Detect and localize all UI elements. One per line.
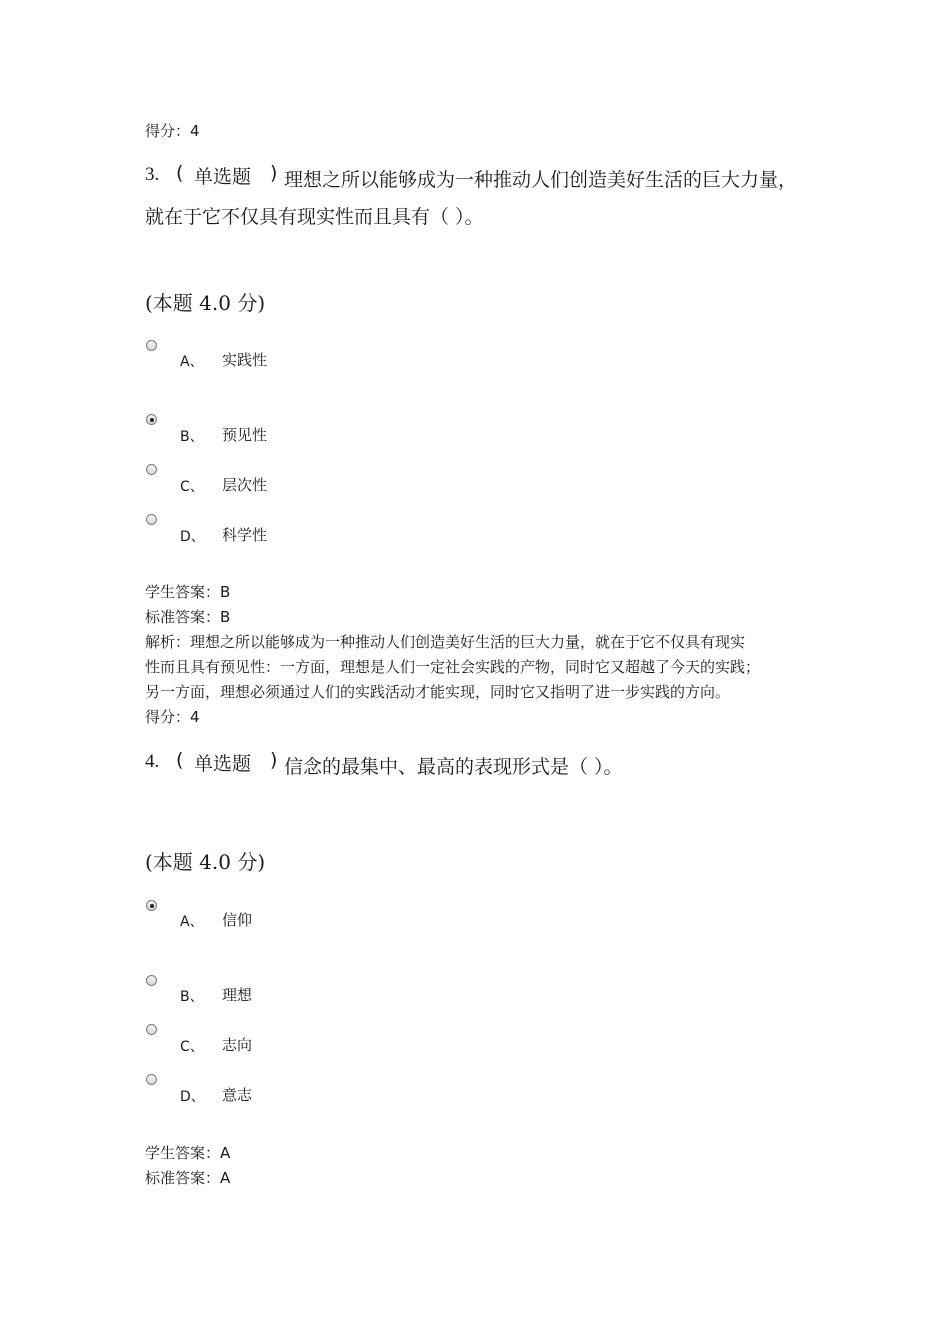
option-letter: B、 [180,429,204,445]
option-letter: A、 [180,914,204,930]
radio-button[interactable] [146,1024,157,1035]
radio-button[interactable] [146,1074,157,1085]
question-type-close: ) [270,749,278,771]
option-text: 科学性 [222,526,268,544]
standard-answer: 标准答案：B [145,608,231,626]
previous-question-score: 得分：4 [145,122,200,140]
option-letter: D、 [180,1089,205,1105]
option-text: 理想 [222,986,253,1004]
question-type-label: 单选题 [194,166,252,188]
question-type-label: 单选题 [194,753,252,775]
question-number: 3. [145,164,160,185]
radio-button[interactable] [146,464,157,475]
question-points: (本题 4.0 分) [145,850,266,874]
radio-button[interactable] [146,975,157,986]
student-answer: 学生答案：B [145,583,231,601]
question-text-line-1: 信念的最集中、最高的表现形式是（ ）。 [284,756,623,778]
question-text-line-2: 就在于它不仅具有现实性而且具有（ ）。 [145,206,484,228]
radio-button[interactable] [146,514,157,525]
explanation-line-2: 性而且具有预见性：一方面，理想是人们一定社会实践的产物，同时它又超越了今天的实践； [145,658,761,676]
question-score: 得分：4 [145,708,200,726]
question-type-close: ) [270,162,278,184]
option-letter: C、 [180,479,204,495]
option-letter: D、 [180,529,205,545]
radio-button-selected[interactable] [146,900,157,911]
option-text: 志向 [222,1036,253,1054]
question-text-line-1: 理想之所以能够成为一种推动人们创造美好生活的巨大力量， [284,169,798,191]
option-text: 预见性 [222,426,268,444]
explanation-line-1: 解析：理想之所以能够成为一种推动人们创造美好生活的巨大力量，就在于它不仅具有现实 [145,633,746,651]
option-text: 实践性 [222,351,268,369]
question-type-open: ( [176,162,184,184]
option-letter: A、 [180,354,204,370]
option-text: 意志 [222,1086,253,1104]
option-letter: B、 [180,989,204,1005]
radio-button-selected[interactable] [146,414,157,425]
option-text: 信仰 [222,911,253,929]
explanation-line-3: 另一方面，理想必须通过人们的实践活动才能实现，同时它又指明了进一步实践的方向。 [145,683,731,701]
question-number: 4. [145,751,160,772]
option-letter: C、 [180,1039,204,1055]
standard-answer: 标准答案：A [145,1169,231,1187]
question-type-open: ( [176,749,184,771]
option-text: 层次性 [222,476,268,494]
question-points: (本题 4.0 分) [145,291,266,315]
radio-button[interactable] [146,340,157,351]
student-answer: 学生答案：A [145,1144,231,1162]
